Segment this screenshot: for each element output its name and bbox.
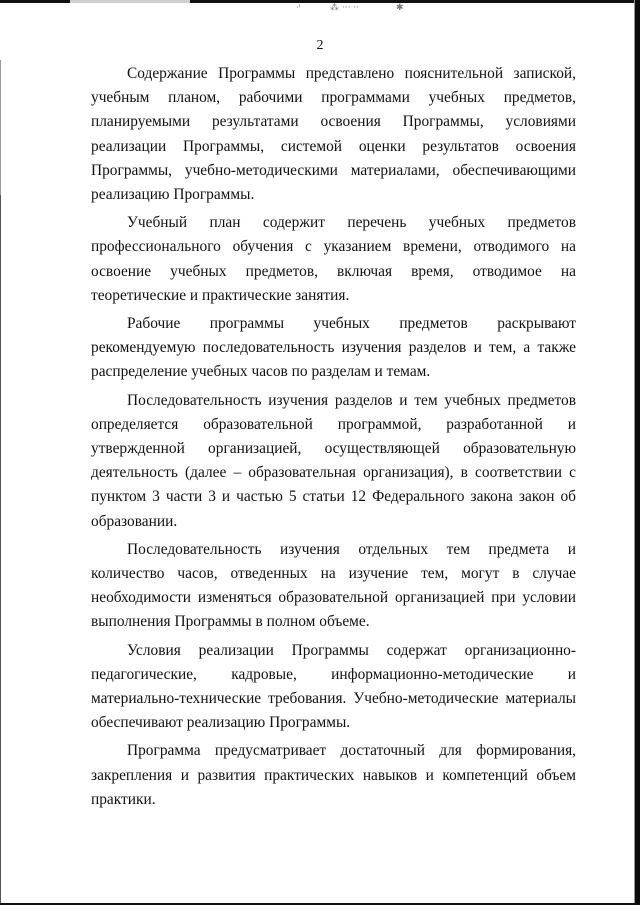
paragraph-practice-volume: Программа предусматривает достаточный для формирования, закрепления и развития практических навыков и компетенций объем практики. — [91, 742, 576, 808]
paragraph-work-programs: Рабочие программы учебных предметов раскрывают рекомендуемую последовательность изучения разделов и тем, а также распределение учебных часов по разделам и темам. — [91, 315, 576, 381]
scan-smudge-mark: ·ᵎ — [296, 3, 301, 13]
paragraph-curriculum: Учебный план содержит перечень учебных предметов профессионального обучения с указанием времени, отводимого на освоение учебных предметов, включая время, отводимое на теоретические и практические занятия. — [91, 214, 576, 304]
scan-border-right — [635, 0, 640, 905]
paragraph-program-content: Содержание Программы представлено пояснительной запиской, учебным планом, рабочими программами учебных предметов, планируемыми результатами освоения Программы, условиями реализации Программы, системой оценки результатов освоения Программы, учебно-методическими материалами, обеспечивающими реализацию Программы. — [91, 65, 576, 204]
paragraph-implementation-conditions: Условия реализации Программы содержат организационно-педагогические, кадровые, информационно-методические и материально-технические требования. Учебно-методические материалы обеспечивают реализацию Программы. — [91, 641, 576, 732]
page-number: 2 — [316, 38, 324, 53]
scan-border-left-dark — [0, 195, 1, 905]
scan-border-right-inner — [634, 0, 635, 905]
document-body — [91, 62, 576, 816]
scan-smudge-mark: ✱ — [396, 3, 404, 13]
paragraph-study-sequence: Последовательность изучения разделов и тем учебных предметов определяется образовательной программой, разработанной и утвержденной организацией, осуществляющей образовательную деятельность (далее – образовательная организация), в соответствии с пунктом 3 части 3 и частью 5 статьи 12 Федерального закона закон об образовании. — [91, 391, 576, 530]
paragraph-topic-hours: Последовательность изучения отдельных тем предмета и количество часов, отведенных на изучение тем, могут в случае необходимости изменяться образовательной организацией при условии выполнения Программы в полном объеме. — [91, 540, 576, 631]
scan-border-top-light — [70, 0, 190, 3]
scan-smudge-mark: ⁂ ··· ·· — [330, 3, 360, 13]
